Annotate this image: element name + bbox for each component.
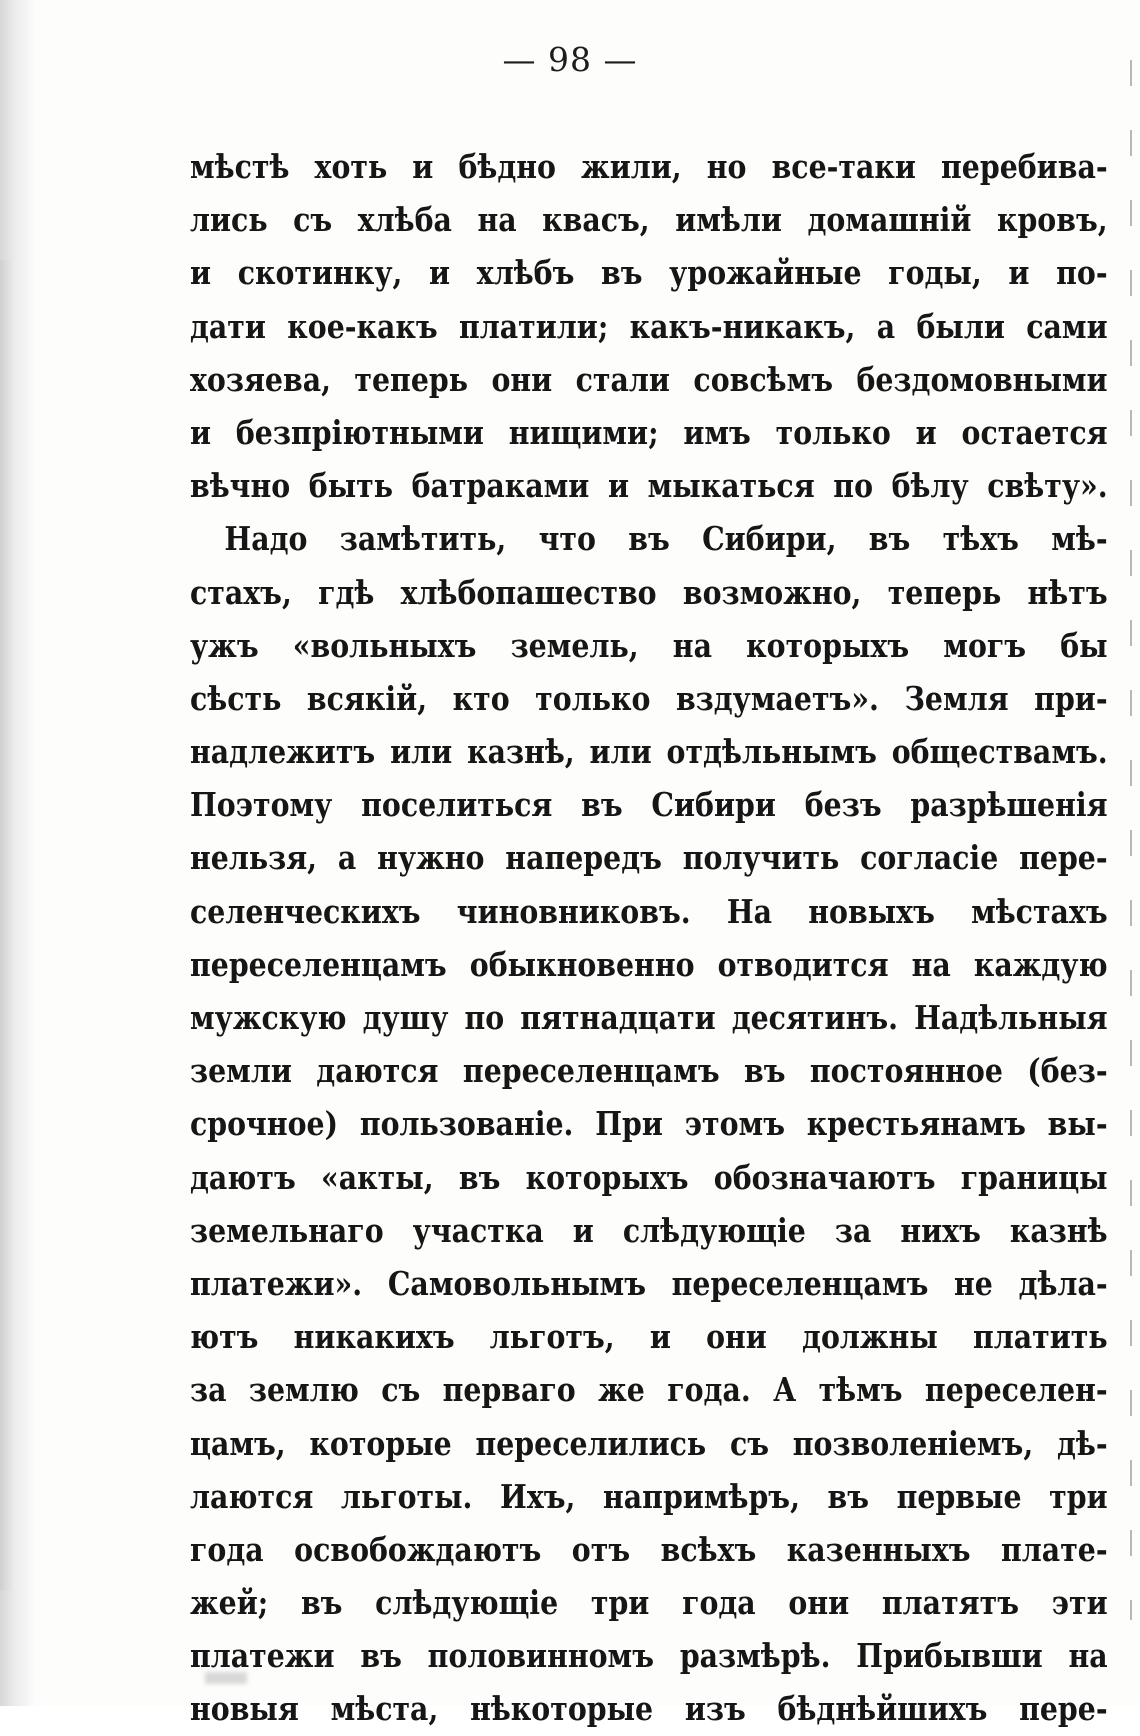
text-line: срочное) пользованіе. При этомъ крестьянамъ вы- bbox=[190, 1104, 1108, 1144]
text-line: нельзя, а нужно напередъ получить согласіе пере- bbox=[190, 838, 1108, 878]
text-line: лись съ хлѣба на квасъ, имѣли домашній кровъ, bbox=[190, 200, 1108, 240]
text-line: новыя мѣста, нѣкоторые изъ бѣднѣйшихъ пере- bbox=[190, 1689, 1108, 1729]
text-line: лаются льготы. Ихъ, напримѣръ, въ первые три bbox=[190, 1476, 1108, 1516]
text-line: надлежитъ или казнѣ, или отдѣльнымъ обществамъ. bbox=[190, 732, 1108, 772]
body-text bbox=[190, 140, 1108, 1736]
text-line: селенческихъ чиновниковъ. На новыхъ мѣстахъ bbox=[190, 891, 1108, 931]
text-line: даютъ «акты, въ которыхъ обозначаютъ границы bbox=[190, 1157, 1108, 1197]
text-line: земли даются переселенцамъ въ постоянное (без- bbox=[190, 1051, 1108, 1091]
text-line: и безпріютными нищими; имъ только и остается bbox=[190, 412, 1108, 452]
text-line: платежи въ половинномъ размѣрѣ. Прибывши на bbox=[190, 1636, 1108, 1676]
text-line: стахъ, гдѣ хлѣбопашество возможно, теперь нѣтъ bbox=[190, 572, 1108, 612]
text-line: ужъ «вольныхъ земель, на которыхъ могъ бы bbox=[190, 625, 1108, 665]
text-line: переселенцамъ обыкновенно отводится на каждую bbox=[190, 944, 1108, 984]
text-line: за землю съ перваго же года. А тѣмъ переселен- bbox=[190, 1370, 1108, 1410]
page-right-edge bbox=[1130, 60, 1132, 1620]
page-left-edge bbox=[0, 260, 16, 1590]
page-number: — 98 — bbox=[502, 40, 638, 79]
text-line: цамъ, которые переселились съ позволеніемъ, дѣ- bbox=[190, 1423, 1108, 1463]
text-line: жей; въ слѣдующіе три года они платятъ эти bbox=[190, 1583, 1108, 1623]
text-line: и скотинку, и хлѣбъ въ урожайные годы, и по- bbox=[190, 253, 1108, 293]
text-line: Поэтому поселиться въ Сибири безъ разрѣшенія bbox=[190, 785, 1108, 825]
text-line: мѣстѣ хоть и бѣдно жили, но все-таки перебива- bbox=[190, 147, 1108, 186]
text-line: земельнаго участка и слѣдующіе за нихъ казнѣ bbox=[190, 1210, 1108, 1250]
paragraph-first-line: Надо замѣтить, что въ Сибири, въ тѣхъ мѣ- bbox=[224, 519, 1108, 559]
text-line: года освобождаютъ отъ всѣхъ казенныхъ плате- bbox=[190, 1529, 1108, 1569]
text-line: платежи». Самовольнымъ переселенцамъ не дѣла- bbox=[190, 1263, 1108, 1303]
text-line: ютъ никакихъ льготъ, и они должны платить bbox=[190, 1317, 1108, 1357]
text-line: вѣчно быть батраками и мыкаться по бѣлу свѣту». bbox=[190, 466, 1108, 506]
text-line: хозяева, теперь они стали совсѣмъ бездомовными bbox=[190, 359, 1108, 399]
text-line: дати кое-какъ платили; какъ-никакъ, а были сами bbox=[190, 306, 1108, 346]
text-line: сѣсть всякій, кто только вздумаетъ». Земля при- bbox=[190, 678, 1108, 718]
text-line: мужскую душу по пятнадцати десятинъ. Надѣльныя bbox=[190, 998, 1108, 1037]
